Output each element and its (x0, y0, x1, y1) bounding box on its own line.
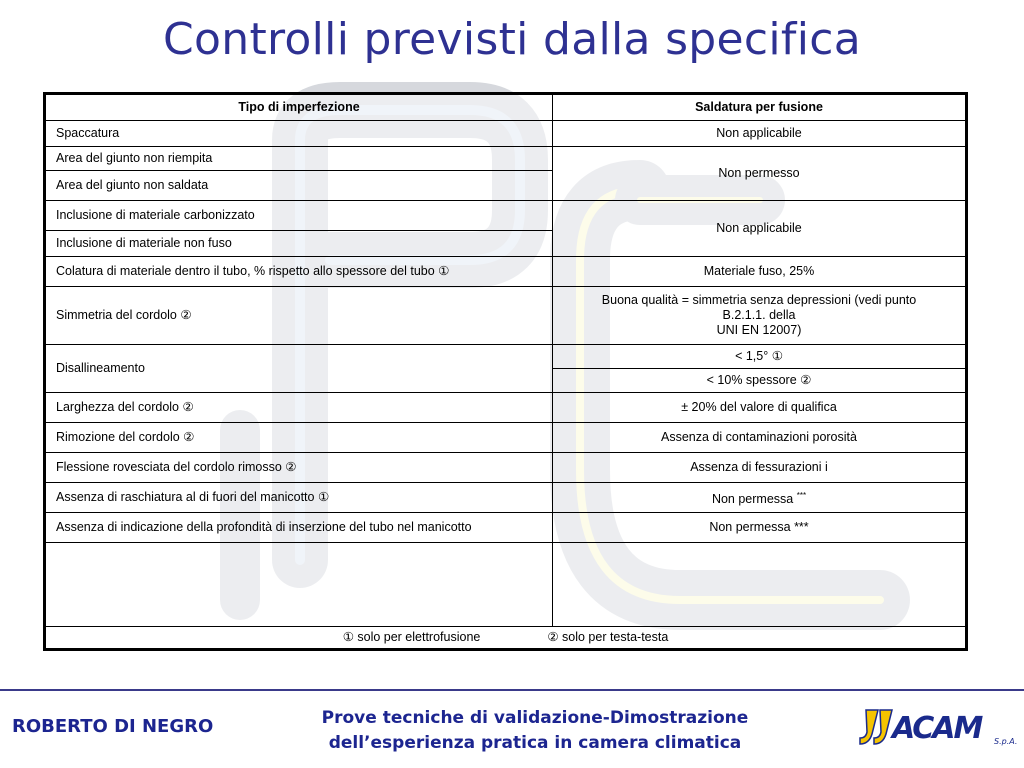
column-header-imperfection: Tipo di imperfezione (45, 94, 553, 121)
footer-divider (0, 689, 1024, 691)
empty-table-row (45, 543, 967, 627)
row-value: < 1,5° ① (553, 345, 967, 369)
table-row (45, 393, 967, 423)
footer-caption-line: Prove tecniche di validazione-Dimostrazione (321, 708, 749, 728)
row-label: Rimozione del cordolo ② (45, 423, 553, 453)
table-row (45, 423, 967, 453)
row-label: Inclusione di materiale carbonizzato (45, 201, 553, 231)
empty-cell (553, 543, 967, 627)
svg-text:ACAM: ACAM (892, 711, 982, 746)
value-superscript: *** (796, 490, 807, 500)
column-header-fusion-welding: Saldatura per fusione (553, 94, 967, 121)
table-header-row (45, 94, 967, 121)
table-row (45, 121, 967, 147)
table-row (45, 147, 967, 171)
row-value: ± 20% del valore di qualifica (553, 393, 967, 423)
row-value: Materiale fuso, 25% (553, 257, 967, 287)
table-row (45, 201, 967, 231)
row-label: Simmetria del cordolo ② (45, 287, 553, 345)
row-label: Area del giunto non saldata (45, 171, 553, 201)
table-row (45, 345, 967, 369)
table-row (45, 513, 967, 543)
row-value: Assenza di contaminazioni porosità (553, 423, 967, 453)
row-label: Assenza di indicazione della profondità di inserzione del tubo nel manicotto (45, 513, 553, 543)
row-label: Area del giunto non riempita (45, 147, 553, 171)
row-label: Colatura di materiale dentro il tubo, % rispetto allo spessore del tubo ① (45, 257, 553, 287)
table-row (45, 483, 967, 513)
acam-logo (858, 704, 1020, 748)
empty-cell (45, 543, 553, 627)
value-line: B.2.1.1. della (722, 308, 796, 322)
row-value: < 10% spessore ② (553, 369, 967, 393)
row-label: Inclusione di materiale non fuso (45, 231, 553, 257)
footnote-electrofusion: ① solo per elettrofusione (342, 630, 481, 644)
table-row (45, 257, 967, 287)
row-label: Flessione rovesciata del cordolo rimosso ② (45, 453, 553, 483)
value-line: UNI EN 12007) (716, 323, 802, 337)
footer-caption-line: dell’esperienza pratica in camera climatica (328, 733, 742, 753)
footnote-butt-fusion: ② solo per testa-testa (547, 630, 669, 644)
table-row (45, 453, 967, 483)
footnote-row (45, 627, 967, 650)
row-label: Disallineamento (45, 345, 553, 393)
row-value: Assenza di fessurazioni i (553, 453, 967, 483)
author-name: ROBERTO DI NEGRO (12, 716, 214, 737)
row-value: Non permesso (553, 147, 967, 201)
table-row (45, 287, 967, 345)
row-value (553, 483, 967, 513)
value-line: Buona qualità = simmetria senza depressioni (vedi punto (601, 293, 917, 307)
footnote-cell (45, 627, 967, 650)
row-value: Non permessa *** (553, 513, 967, 543)
specification-table (43, 92, 968, 651)
page-title: Controlli previsti dalla specifica (163, 14, 861, 65)
row-value: Non applicabile (553, 201, 967, 257)
row-value-multiline (553, 287, 967, 345)
logo-stripes-icon (860, 710, 892, 744)
footer-caption (280, 706, 790, 756)
value-text: Non permessa (711, 492, 794, 507)
svg-text:S.p.A.: S.p.A. (994, 737, 1018, 746)
row-value: Non applicabile (553, 121, 967, 147)
row-label: Larghezza del cordolo ② (45, 393, 553, 423)
row-label: Spaccatura (45, 121, 553, 147)
row-label: Assenza di raschiatura al di fuori del manicotto ① (45, 483, 553, 513)
